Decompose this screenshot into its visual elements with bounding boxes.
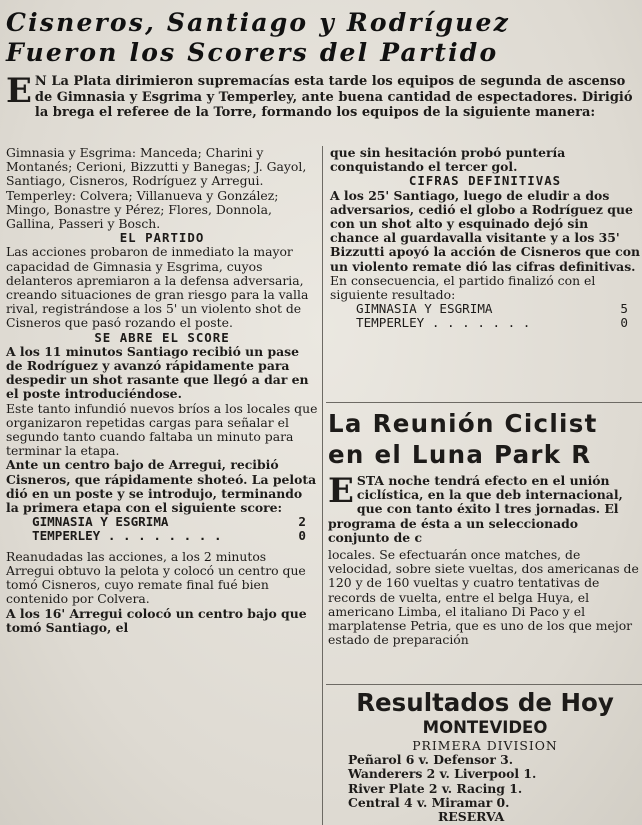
left-column	[6, 146, 318, 635]
cycling-article	[328, 408, 642, 662]
results-city: MONTEVIDEO	[422, 718, 548, 737]
section-rule-results	[326, 684, 642, 685]
lead-dropcap: E	[6, 71, 32, 111]
lead-text: N La Plata dirimieron supremacías esta tarde los equipos de segunda de ascenso de Gimnasia y Esgrima y Temperley, ante buena cantidad de espectadores. Dirigió la brega el referee de la Torre, formando los equipos de la siguiente manera:	[34, 74, 633, 121]
paragraph-continuation: que sin hesitación probó puntería conquistando el tercer gol.	[330, 145, 566, 175]
lineup-gimnasia: Gimnasia y Esgrima: Manceda; Charini y Montanés; Cerioni, Bizzutti y Banegas; J. Gayol, Santiago, Cisneros, Rodríguez y Arregui.	[6, 145, 307, 189]
cycling-headline-1: La Reunión Ciclist	[328, 409, 598, 438]
paragraph-second-half-2: A los 16' Arregui colocó un centro bajo que tomó Santiago, el	[6, 605, 307, 635]
paragraph-final: En consecuencia, el partido finalizó con el siguiente resultado:	[330, 272, 596, 303]
result-line: Central 4 v. Miramar 0.	[348, 794, 510, 810]
headline-line-1: Cisneros, Santiago y Rodríguez	[6, 8, 511, 37]
paragraph-second-half-1: Reanudadas las acciones, a los 2 minutos Arregui obtuvo la pelota y colocó un centro que tomó Cisneros, cuyo remate final fué bien contenido por Colvera.	[6, 548, 306, 607]
half-score-row-2: TEMPERLEY . . . . . . . . 0	[32, 528, 306, 544]
paragraph-score-1: A los 11 minutos Santiago recibió un pase de Rodríguez y avanzó rápidamente para despedir un shot rasante que llegó a dar en el poste introduciéndose.	[6, 343, 309, 402]
paragraph-partido: Las acciones probaron de inmediato la mayor capacidad de Gimnasia y Esgrima, cuyos delanteros apremiaron a la defensa adversaria, creando situaciones de gran riesgo para la valla rival, registrándose a los 5' un violento shot de Cisneros que pasó rozando el poste.	[6, 244, 309, 331]
lead-paragraph	[6, 71, 636, 121]
paragraph-cifras: A los 25' Santiago, luego de eludir a dos adversarios, cedió el globo a Rodríguez que con un shot alto y esquinado dejó sin chance al guardavalla visitante y a los 35' Bizzutti apoyó la acción de Cisneros que con un violento remate dió las cifras definitivas.	[330, 187, 640, 274]
results-title: Resultados de Hoy	[356, 688, 614, 717]
result-line: Wanderers 2 v. Liverpool 1.	[348, 766, 537, 782]
cycling-headline-2: en el Luna Park R	[328, 440, 592, 469]
section-rule-cycling	[326, 402, 642, 403]
result-line: River Plate 2 v. Racing 1.	[348, 780, 523, 796]
cycling-dropcap: E	[328, 471, 354, 511]
cycling-paragraph-1: ESTA noche tendrá efecto en el unión ciclística, en la que deb internacional, que con tanto éxito l tres jornadas. El programa de ésta a un seleccionado conjunto de c	[328, 471, 623, 545]
paragraph-score-3: Ante un centro bajo de Arregui, recibió Cisneros, que rápidamente shoteó. La pelota dió en un poste y se introdujo, terminando la primera etapa con el siguiente score:	[6, 457, 317, 516]
subhead-cifras-definitivas: CIFRAS DEFINITIVAS	[408, 173, 562, 189]
results-box	[328, 688, 642, 816]
results-division: PRIMERA DIVISION	[412, 738, 558, 753]
results-reserva-cut	[328, 810, 642, 816]
half-score-row-1: GIMNASIA Y ESGRIMA 2	[32, 514, 306, 530]
final-score-row-2: TEMPERLEY . . . . . . . 0	[356, 315, 628, 331]
lineup-temperley: Temperley: Colvera; Villanueva y González; Mingo, Bonastre y Pérez; Flores, Donnola, Gallina, Passeri y Bosch.	[6, 187, 279, 232]
subhead-el-partido: EL PARTIDO	[119, 230, 205, 246]
subhead-se-abre-el-score: SE ABRE EL SCORE	[94, 329, 230, 345]
column-divider	[322, 146, 323, 825]
headline-line-2: Fueron los Scorers del Partido	[6, 38, 499, 67]
right-column	[330, 146, 640, 331]
final-score-row-1: GIMNASIA Y ESGRIMA 5	[356, 301, 628, 317]
paragraph-score-2: Este tanto infundió nuevos bríos a los locales que organizaron repetidas cargas para señalar el segundo tanto cuando faltaba un minuto para terminar la etapa.	[6, 400, 318, 459]
result-line: Peñarol 6 v. Defensor 3.	[348, 752, 514, 767]
cycling-paragraph-2: locales. Se efectuarán once matches, de velocidad, sobre siete vueltas, dos americanas de 120 y de 160 vueltas y cuatro tentativas de records de vuelta, entre el belga Huya, el americano Limba, el italiano Di Paco y el marplatense Petria, que es uno de los que mejor estado de preparación	[328, 547, 639, 648]
